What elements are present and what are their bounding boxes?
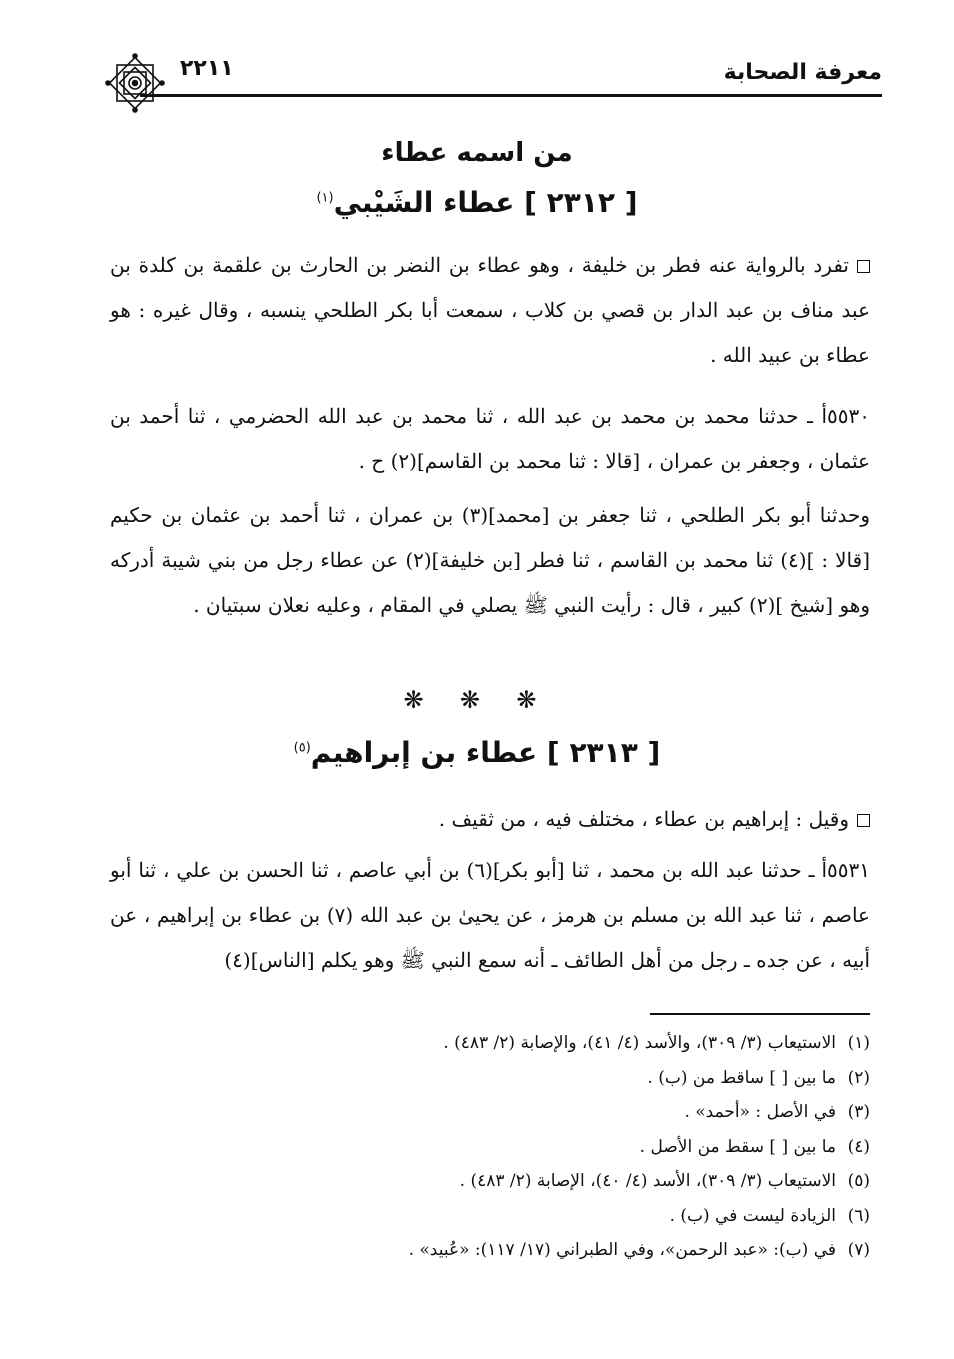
entry-heading-text: [ ٢٣١٢ ] عطاء الشَيْبي: [333, 186, 638, 219]
footnote-number: (٥): [847, 1171, 870, 1191]
footnote-ref: (٥): [293, 740, 311, 756]
footnote-item: [200, 1164, 870, 1199]
footnote-number: (٢): [847, 1067, 870, 1088]
footnote-number: (٤): [847, 1136, 870, 1157]
footnote-text: في الأصل : «أحمد» .: [684, 1102, 836, 1122]
footnote-ref: (١): [316, 190, 334, 206]
footnote-text: ما بين [ ] ساقط من (ب) .: [647, 1067, 836, 1088]
footnote-text: في (ب): «عبد الرحمن»، وفي الطبراني (١٧/ ١١٧): «عُبيد» .: [408, 1240, 836, 1260]
entry-heading-2313: [100, 736, 854, 769]
section-separator: ❋ ❋ ❋: [403, 686, 551, 714]
square-bullet-icon: [857, 260, 870, 273]
footnote-text: ما بين [ ] سقط من الأصل .: [639, 1136, 836, 1157]
hadith-paragraph-5531a: ٥٥٣١أ ـ حدثنا عبد الله بن محمد ، ثنا [أبو بكر](٦) بن أبي عاصم ، ثنا الحسن بن علي ، ثنا أبو عاصم ، ثنا عبد الله بن مسلم بن هرمز ، عن يحيىٰ بن عبد الله (٧) بن عطاء بن إبراهيم ، عن أبيه ، عن جده ـ رجل من أهل الطائف ـ أنه سمع النبي ﷺ وهو يكلم [الناس](٤): [110, 858, 870, 972]
footnote-item: [200, 1130, 870, 1165]
footnote-text: الاستيعاب (٣/ ٣٠٩)، والأسد (٤/ ٤١)، والإصابة (٢/ ٤٨٣) .: [443, 1033, 836, 1053]
footnote-text: الزيادة ليست في (ب) .: [669, 1205, 836, 1226]
footnote-item: [200, 1233, 870, 1268]
entry-intro-paragraph: [110, 797, 870, 842]
footnote-item: [200, 1061, 870, 1096]
header-divider: [140, 94, 882, 97]
entry-intro-text: وقيل : إبراهيم بن عطاء ، مختلف فيه ، من ثقيف .: [438, 807, 849, 831]
footnote-number: (١): [847, 1033, 870, 1053]
footnotes: [200, 1026, 870, 1268]
footnote-item: [200, 1199, 870, 1234]
footnote-number: (٧): [847, 1240, 870, 1260]
hadith-paragraph-5530a: ٥٥٣٠أ ـ حدثنا محمد بن محمد بن عبد الله ، ثنا محمد بن عبد الله الحضرمي ، ثنا أحمد بن عثمان ، وجعفر بن عمران ، [قالا : ثنا محمد بن القاسم](٢) ح .: [110, 404, 870, 473]
footnote-item: [200, 1095, 870, 1130]
octagonal-star-ornament-icon: [104, 52, 166, 114]
hadith-paragraph-5530b: وحدثنا أبو بكر الطلحي ، ثنا جعفر بن [محمد](٣) بن عمران ، ثنا أحمد بن عثمان بن حكيم [قالا : ](٤) ثنا محمد بن القاسم ، ثنا فطر [بن خليفة](٢) عن عطاء رجل من بني شيبة أدركه وهو [شيخ ](٢) كبير ، قال : رأيت النبي ﷺ يصلي في المقام ، وعليه نعلان سبتيان .: [110, 503, 870, 617]
entry-heading-text: [ ٢٣١٣ ] عطاء بن إبراهيم: [310, 736, 661, 769]
entry-heading-2312: [100, 186, 854, 219]
entry-intro-text: تفرد بالرواية عنه فطر بن خليفة ، وهو عطاء بن النضر بن الحارث بن علقمة بن كلدة بن عبد مناف بن عبد الدار بن قصي بن كلاب ، سمعت أبا بكر الطلحي ينسبه ، وقال غيره : هو عطاء بن عبيد الله .: [110, 253, 870, 367]
running-title: معرفة الصحابة: [723, 60, 882, 85]
footnote-divider: [650, 1013, 870, 1015]
page-number: ٢٢١١: [180, 56, 234, 81]
footnote-text: الاستيعاب (٣/ ٣٠٩)، الأسد (٤/ ٤٠)، الإصابة (٢/ ٤٨٣) .: [459, 1171, 836, 1191]
entry-intro-paragraph: [110, 243, 870, 378]
footnote-item: [200, 1026, 870, 1061]
footnote-number: (٣): [847, 1102, 870, 1122]
square-bullet-icon: [857, 814, 870, 827]
footnote-number: (٦): [847, 1205, 870, 1226]
section-heading: من اسمه عطاء: [381, 138, 573, 168]
